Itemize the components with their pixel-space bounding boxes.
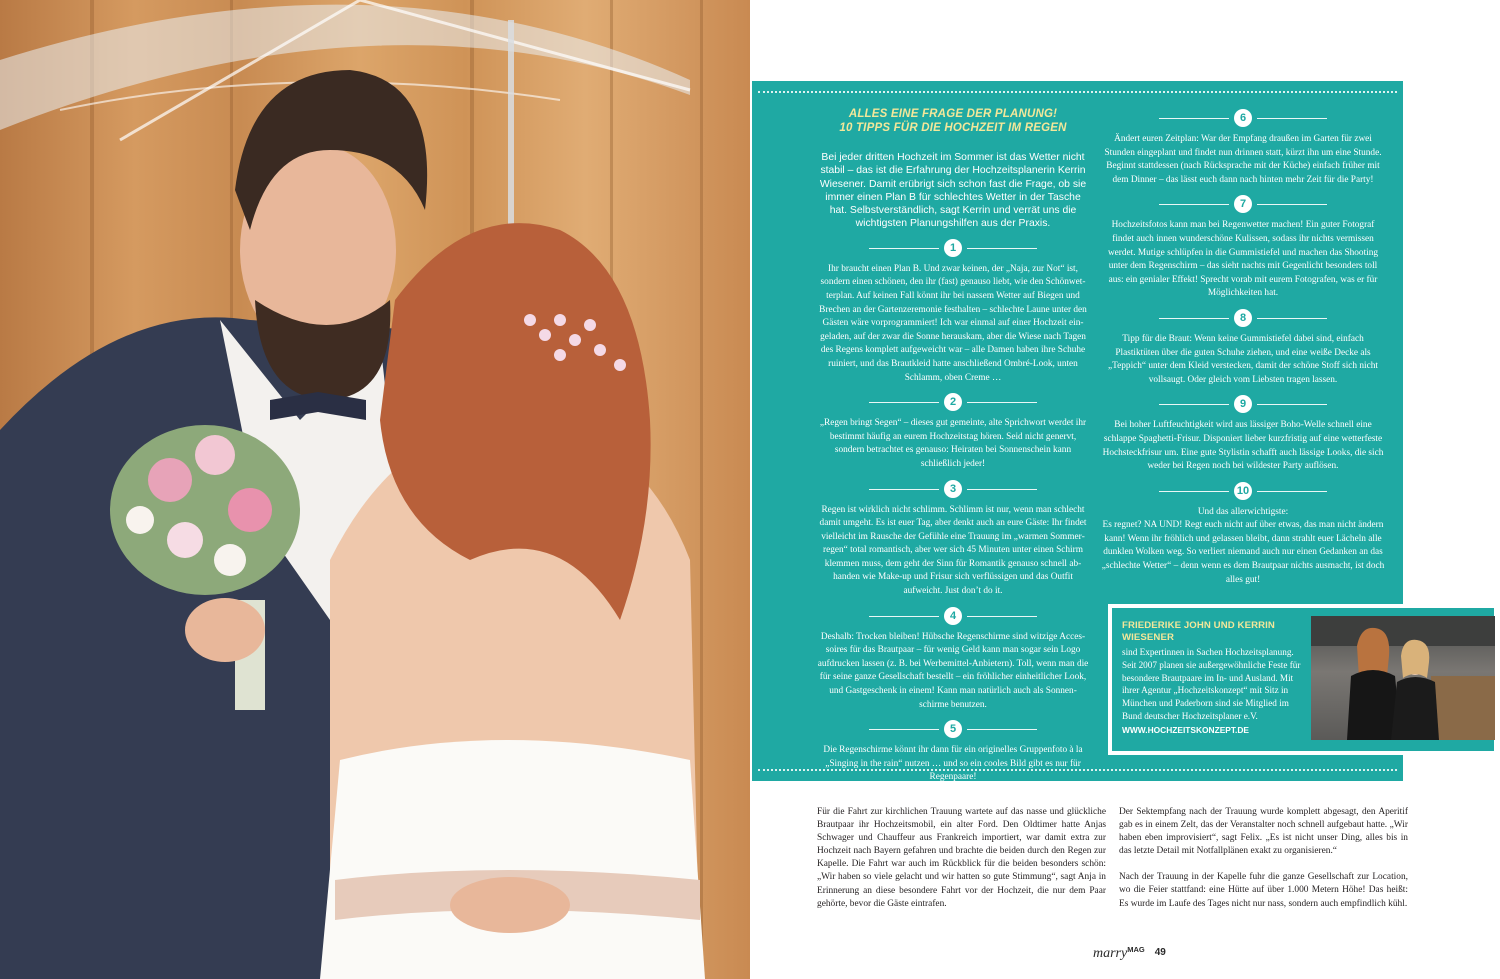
tip-3-number-row <box>816 478 1090 500</box>
tip-1-text: Ihr braucht einen Plan B. Und zwar keinen, der „Naja, zur Not“ ist, sondern einen schönen, den ihr (fast) genauso liebt, wie den Schönwetterplan. Auf keinen Fall könnt ihr bei nassem Wetter auf Biegen und Brechen an der Gartenzeremonie festhalten – schlechte Laune unter den Gästen wäre vorprogrammiert! Ich war einmal auf einer Hochzeit eingeladen, auf der zwar die Sonne herauskam, aber die Wiese nach Tagen des Regens komplett aufgeweicht war – alle Damen haben ihre Schuhe ruiniert, und das Brautkleid hatte anschließend Ombré-Look, unten Schlamm, oben Creme … <box>819 263 1087 383</box>
experts-portrait-photo <box>1311 616 1495 740</box>
tips-headline-1: ALLES EINE FRAGE DER PLANUNG! <box>848 108 1058 120</box>
article-column-right <box>1119 806 1408 911</box>
article-column-left <box>817 806 1106 911</box>
tip-9-number-row <box>1100 393 1386 415</box>
tip-10-number-row <box>1100 480 1386 502</box>
tip-number-badge: 4 <box>944 607 962 625</box>
tip-4-number-row <box>816 605 1090 627</box>
tips-column-left <box>816 107 1090 785</box>
tips-column-right <box>1100 107 1386 587</box>
article-paragraph: Der Sektempfang nach der Trauung wurde komplett abgesagt, den Aperitif gab es in einem Zelt, das der Veranstalter noch schnell aufgebaut hatte. „Wir haben eben improvisiert“, sagt Felix. „Es ist nicht unser Ding, alles bis in das letzte Detail mit Notfallplänen exakt zu organisieren.“ <box>1119 807 1408 857</box>
article-paragraph: Für die Fahrt zur kirchlichen Trauung wartete auf das nasse und glückliche Brautpaar ihr Hochzeitsmobil, ein alter Ford. Den Oldtimer hatte Anjas Schwager und Chauffeur aus Frankreich importiert, war damit extra zur Hochzeit nach Bayern gefahren und brachte die beiden durch den Regen zur Kapelle. Die Fahrt war auch im Rückblick für die beiden besonders schön: „Wir haben so viele gelacht und wir hatten so gute Stimmung“, sagt Anja in Erinnerung an diese besondere Fahrt vor der Hochzeit, die nur dem Paar gehörte, bevor die Gäste eintrafen. <box>817 807 1106 909</box>
tip-6-number-row <box>1100 107 1386 129</box>
portrait-illustration <box>1311 616 1495 740</box>
tip-number-badge: 6 <box>1234 109 1252 127</box>
tip-number-badge: 10 <box>1234 482 1252 500</box>
tip-9-text: Bei hoher Luftfeuchtigkeit wird aus lässiger Boho-Welle schnell eine schlappe Spaghetti-Frisur. Disponiert lieber kurzfristig auf eine wetterfeste Hochsteckfrisur um. Eine gute Stylistin schafft auch lässige Looks, die sich weder bei Regen noch bei wildester Party auflösen. <box>1102 420 1384 472</box>
experts-box <box>1108 604 1500 755</box>
page-folio <box>1093 944 1166 962</box>
tip-5-text: Die Regenschirme könnt ihr dann für ein originelles Gruppenfoto à la „Singing in the rain“ nutzen … und so ein cooles Bild gibt es nur für Regenpaare! <box>823 745 1083 783</box>
page-number: 49 <box>1154 947 1166 958</box>
tip-8-text: Tipp für die Braut: Wenn keine Gummistiefel dabei sind, einfach Plastiktüten über die guten Schuhe ziehen, und eine weiße Decke als „Teppich“ unter dem Kleid verstecken, damit der schöne Stoff sich nicht vollsaugt. Oder gleich vom Liebsten tragen lassen. <box>1108 333 1378 385</box>
magazine-logo-suffix: MAG <box>1127 945 1145 954</box>
tip-10-text: Es regnet? NA UND! Regt euch nicht auf über etwas, das man nicht ändern kann! Wenn ihr fröhlich und gelassen bleibt, dann strahlt euer Lächeln alle dunklen Wolken weg. So verliert niemand auch nur einen Gedanken an das „schlechte Wetter“ – denn wenn es dem Brautpaar nichts ausmacht, ist doch alles gut! <box>1101 520 1385 585</box>
tip-2-text: „Regen bringt Segen“ – dieses gut gemeinte, alte Sprichwort werdet ihr bestimmt häufig an eurem Hochzeitstag hören. Seid nicht genervt, sondern betrachtet es genauso: Heiraten bei Sonnenschein kann schließlich jeder! <box>819 418 1087 469</box>
tip-number-badge: 9 <box>1234 395 1252 413</box>
experts-box-inner <box>1112 608 1494 751</box>
tip-10-subtitle: Und das allerwichtigste: <box>1197 506 1289 517</box>
tip-2-number-row <box>816 391 1090 413</box>
tip-7-text: Hochzeitsfotos kann man bei Regenwetter machen! Ein guter Fotograf findet auch innen wunderschöne Kulissen, sodass ihr nichts vermissen werdet. Mutige schlüpfen in die Gummistiefel und machen das Shooting unter dem Regenschirm – das sieht nachts mit Gegenlicht besonders toll aus: ein genialer Effekt! Sprecht vorab mit eurem Fotografen, was er für Möglichkeiten hat. <box>1107 220 1379 299</box>
tip-number-badge: 1 <box>944 239 962 257</box>
tip-number-badge: 3 <box>944 480 962 498</box>
tip-number-badge: 8 <box>1234 309 1252 327</box>
experts-description: sind Expertinnen in Sachen Hochzeitsplanung. Seit 2007 planen sie außergewöhnliche Feste für besondere Brautpaare im In- und Ausland. Mit ihrer Agentur „Hochzeitskonzept“ mit Sitz in München und Paderborn sind sie Mitglied im Bund deutscher Hochzeitsplaner e.V. <box>1122 647 1301 721</box>
experts-text-block <box>1122 620 1306 735</box>
tip-5-number-row <box>816 718 1090 740</box>
tip-6-text: Ändert euren Zeitplan: War der Empfang draußen im Garten für zwei Stunden eingeplant und findet nun drinnen statt, kürzt ihn um eine Stunde. Beginnt stattdessen (nach Rücksprache mit der Küche) einfach früher mit dem Dinner – das lässt euch dann nach hinten mehr Zeit für die Party! <box>1104 134 1382 185</box>
article-paragraph: Nach der Trauung in der Kapelle fuhr die ganze Gesellschaft zur Location, wo die Feier stattfand: eine Hütte auf über 1.000 Metern Höhe! Das heißt: Es wurde im Laufe des Tages nicht nur nass, sondern auch empfindlich kühl. <box>1119 872 1408 909</box>
tip-3-text: Regen ist wirklich nicht schlimm. Schlimm ist nur, wenn man schlecht damit umgeht. Es ist euer Tag, aber denkt auch an eure Gäste: Ihr findet vielleicht im Rausche der Gefühle eine Trauung im „warmen Sommerregen“ total romantisch, aber wer sich 45 Minuten unter einen Schirm klemmen muss, dem geht der Sinn für Romantik genauso schnell abhanden wie Make-up und Frisur sich verflüssigen und das Outfit aufweicht. Just don’t do it. <box>819 504 1087 597</box>
magazine-logo: marry <box>1093 946 1128 961</box>
tip-4-text: Deshalb: Trocken bleiben! Hübsche Regenschirme sind witzige Accessoires für das Brautpaar – für wenig Geld kann man sogar sein Logo aufdrucken lassen (z. B. bei Werbemittel-Anbietern). Toll, wenn man die für seine ganze Gesellschaft bestellt – ein fröhlicher einheitlicher Look, und Gastgeschenk in einem! Kann man natürlich auch als Sonnenschirme benutzen. <box>817 631 1089 710</box>
tips-headline-2: 10 TIPPS FÜR DIE HOCHZEIT IM REGEN <box>839 122 1067 134</box>
tip-number-badge: 5 <box>944 720 962 738</box>
tip-1-number-row <box>816 237 1090 259</box>
tip-number-badge: 7 <box>1234 195 1252 213</box>
tip-number-badge: 2 <box>944 393 962 411</box>
experts-website-link[interactable]: WWW.HOCHZEITSKONZEPT.DE <box>1122 724 1250 735</box>
tips-intro: Bei jeder dritten Hochzeit im Sommer ist das Wetter nicht stabil – das ist die Erfahrung der Hochzeitsplanerin Kerrin Wiesener. Damit erübrigt sich schon fast die Frage, ob sie immer einen Plan B für schlechtes Wetter in der Tasche hat. Selbstverständlich, sagt Kerrin und verrät uns die wichtigsten Planungshilfen aus der Praxis. <box>819 152 1087 230</box>
tip-7-number-row <box>1100 193 1386 215</box>
tip-8-number-row <box>1100 307 1386 329</box>
experts-name: FRIEDERIKE JOHN UND KERRIN WIESENER <box>1122 620 1275 643</box>
